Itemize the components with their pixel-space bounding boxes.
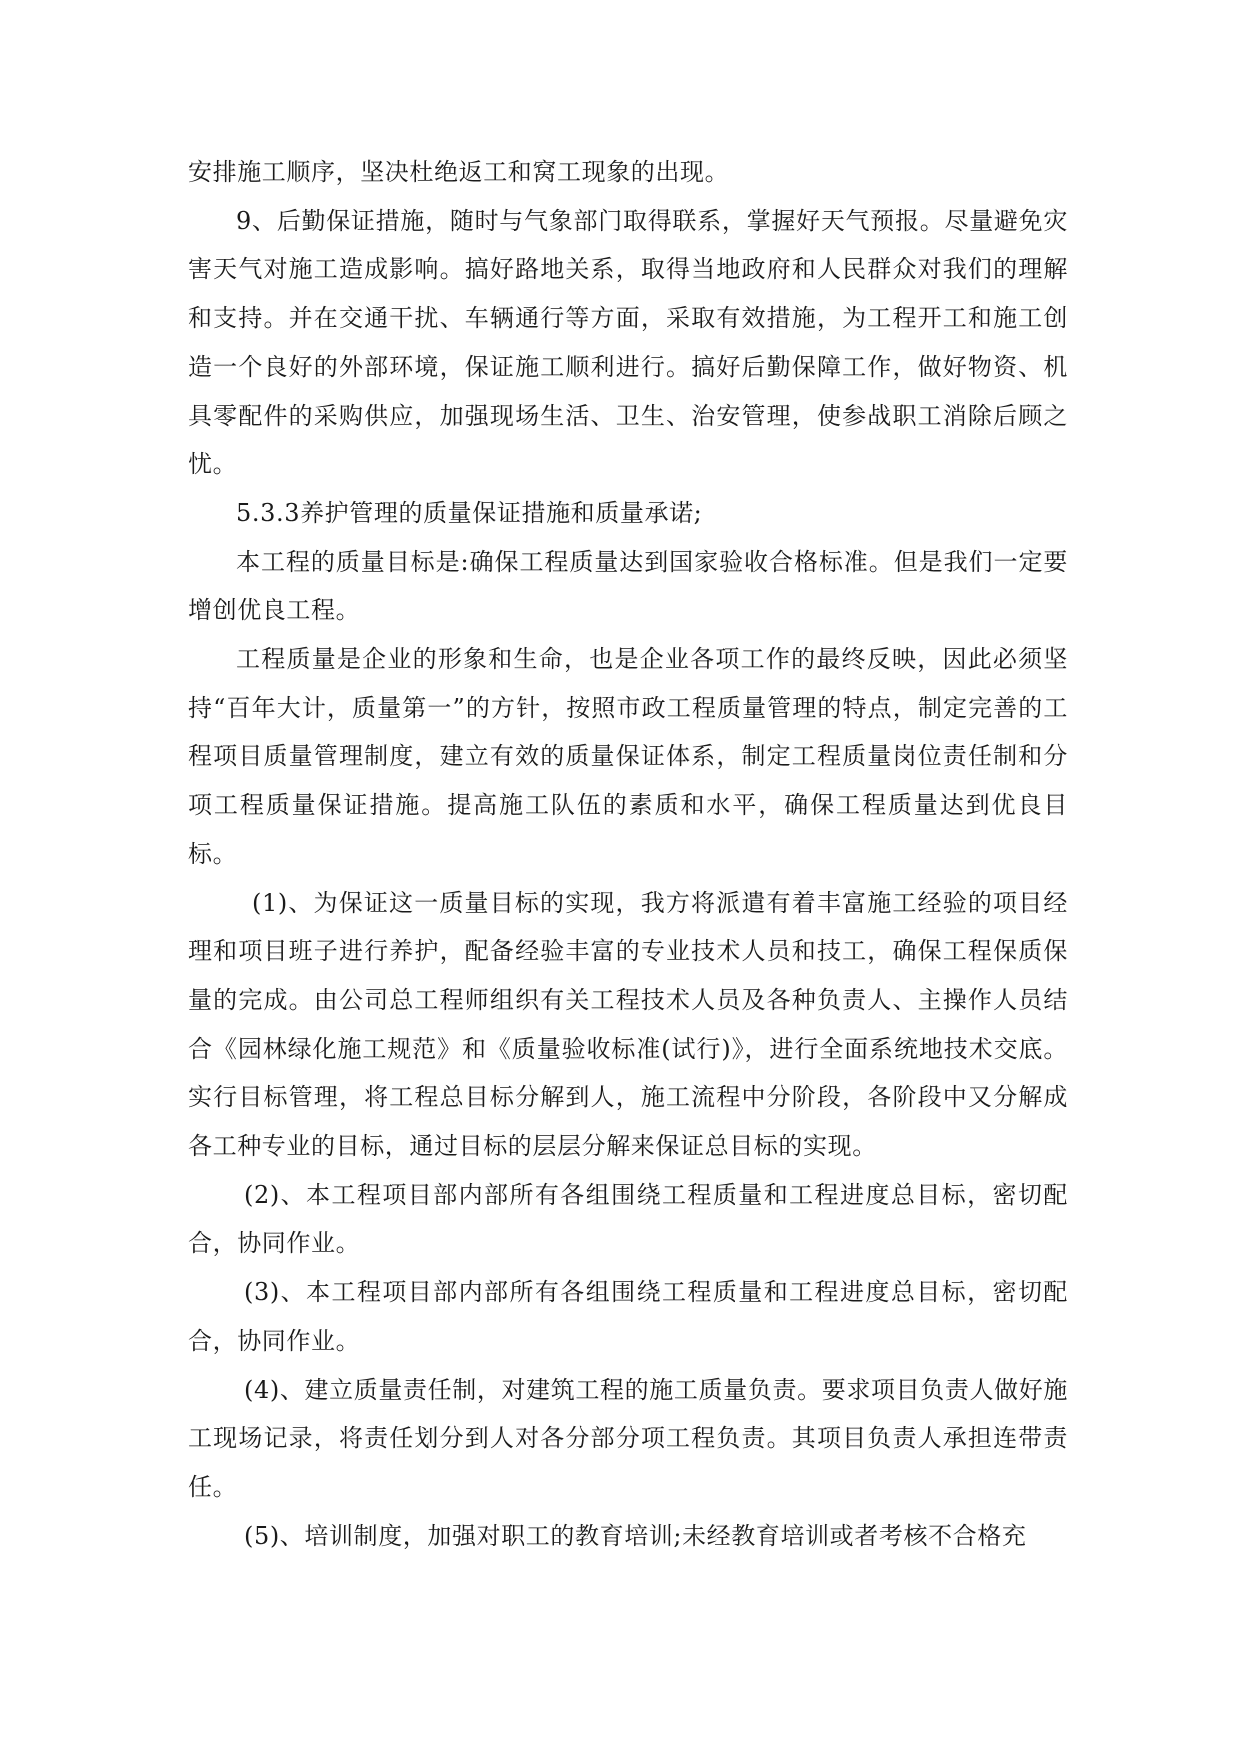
paragraph-item-1: (1)、为保证这一质量目标的实现，我方将派遣有着丰富施工经验的项目经理和项目班子进行养护，配备经验丰富的专业技术人员和技工，确保工程保质保量的完成。由公司总工程师组织有关工程技术人员及各种负责人、主操作人员结合《园林绿化施工规范》和《质量验收标准(试行)》，进行全面系统地技术交底。实行目标管理，将工程总目标分解到人，施工流程中分阶段，各阶段中又分解成各工种专业的目标，通过目标的层层分解来保证总目标的实现。 [188, 888, 1068, 1161]
paragraph-quality-target: 本工程的质量目标是:确保工程质量达到国家验收合格标准。但是我们一定要增创优良工程。 [188, 547, 1068, 625]
paragraph-item-3: (3)、本工程项目部内部所有各组围绕工程质量和工程进度总目标，密切配合，协同作业。 [188, 1278, 1068, 1355]
paragraph-item-4: (4)、建立质量责任制，对建筑工程的施工质量负责。要求项目负责人做好施工现场记录，将责任划分到人对各分部分项工程负责。其项目负责人承担连带责任。 [188, 1375, 1068, 1501]
paragraph-item-2: (2)、本工程项目部内部所有各组围绕工程质量和工程进度总目标，密切配合，协同作业。 [188, 1180, 1068, 1258]
paragraph-quality-importance: 工程质量是企业的形象和生命，也是企业各项工作的最终反映，因此必须坚持“百年大计，质量第一”的方针，按照市政工程质量管理的特点，制定完善的工程项目质量管理制度，建立有效的质量保证体系，制定工程质量岗位责任制和分项工程质量保证措施。提高施工队伍的素质和水平，确保工程质量达到优良目标。 [188, 645, 1068, 868]
section-heading-5-3-3: 5.3.3养护管理的质量保证措施和质量承诺; [236, 498, 703, 527]
paragraph-logistics-measures: 9、后勤保证措施，随时与气象部门取得联系，掌握好天气预报。尽量避免灾害天气对施工造成影响。搞好路地关系，取得当地政府和人民群众对我们的理解和支持。并在交通干扰、车辆通行等方面，采取有效措施，为工程开工和施工创造一个良好的外部环境，保证施工顺利进行。搞好后勤保障工作，做好物资、机具零配件的采购供应，加强现场生活、卫生、治安管理，使参战职工消除后顾之忧。 [188, 206, 1068, 479]
paragraph-item-5: (5)、培训制度，加强对职工的教育培训;未经教育培训或者考核不合格充 [244, 1521, 1027, 1550]
document-body [188, 148, 1068, 1560]
paragraph-continuation: 安排施工顺序，坚决杜绝返工和窝工现象的出现。 [188, 158, 730, 186]
